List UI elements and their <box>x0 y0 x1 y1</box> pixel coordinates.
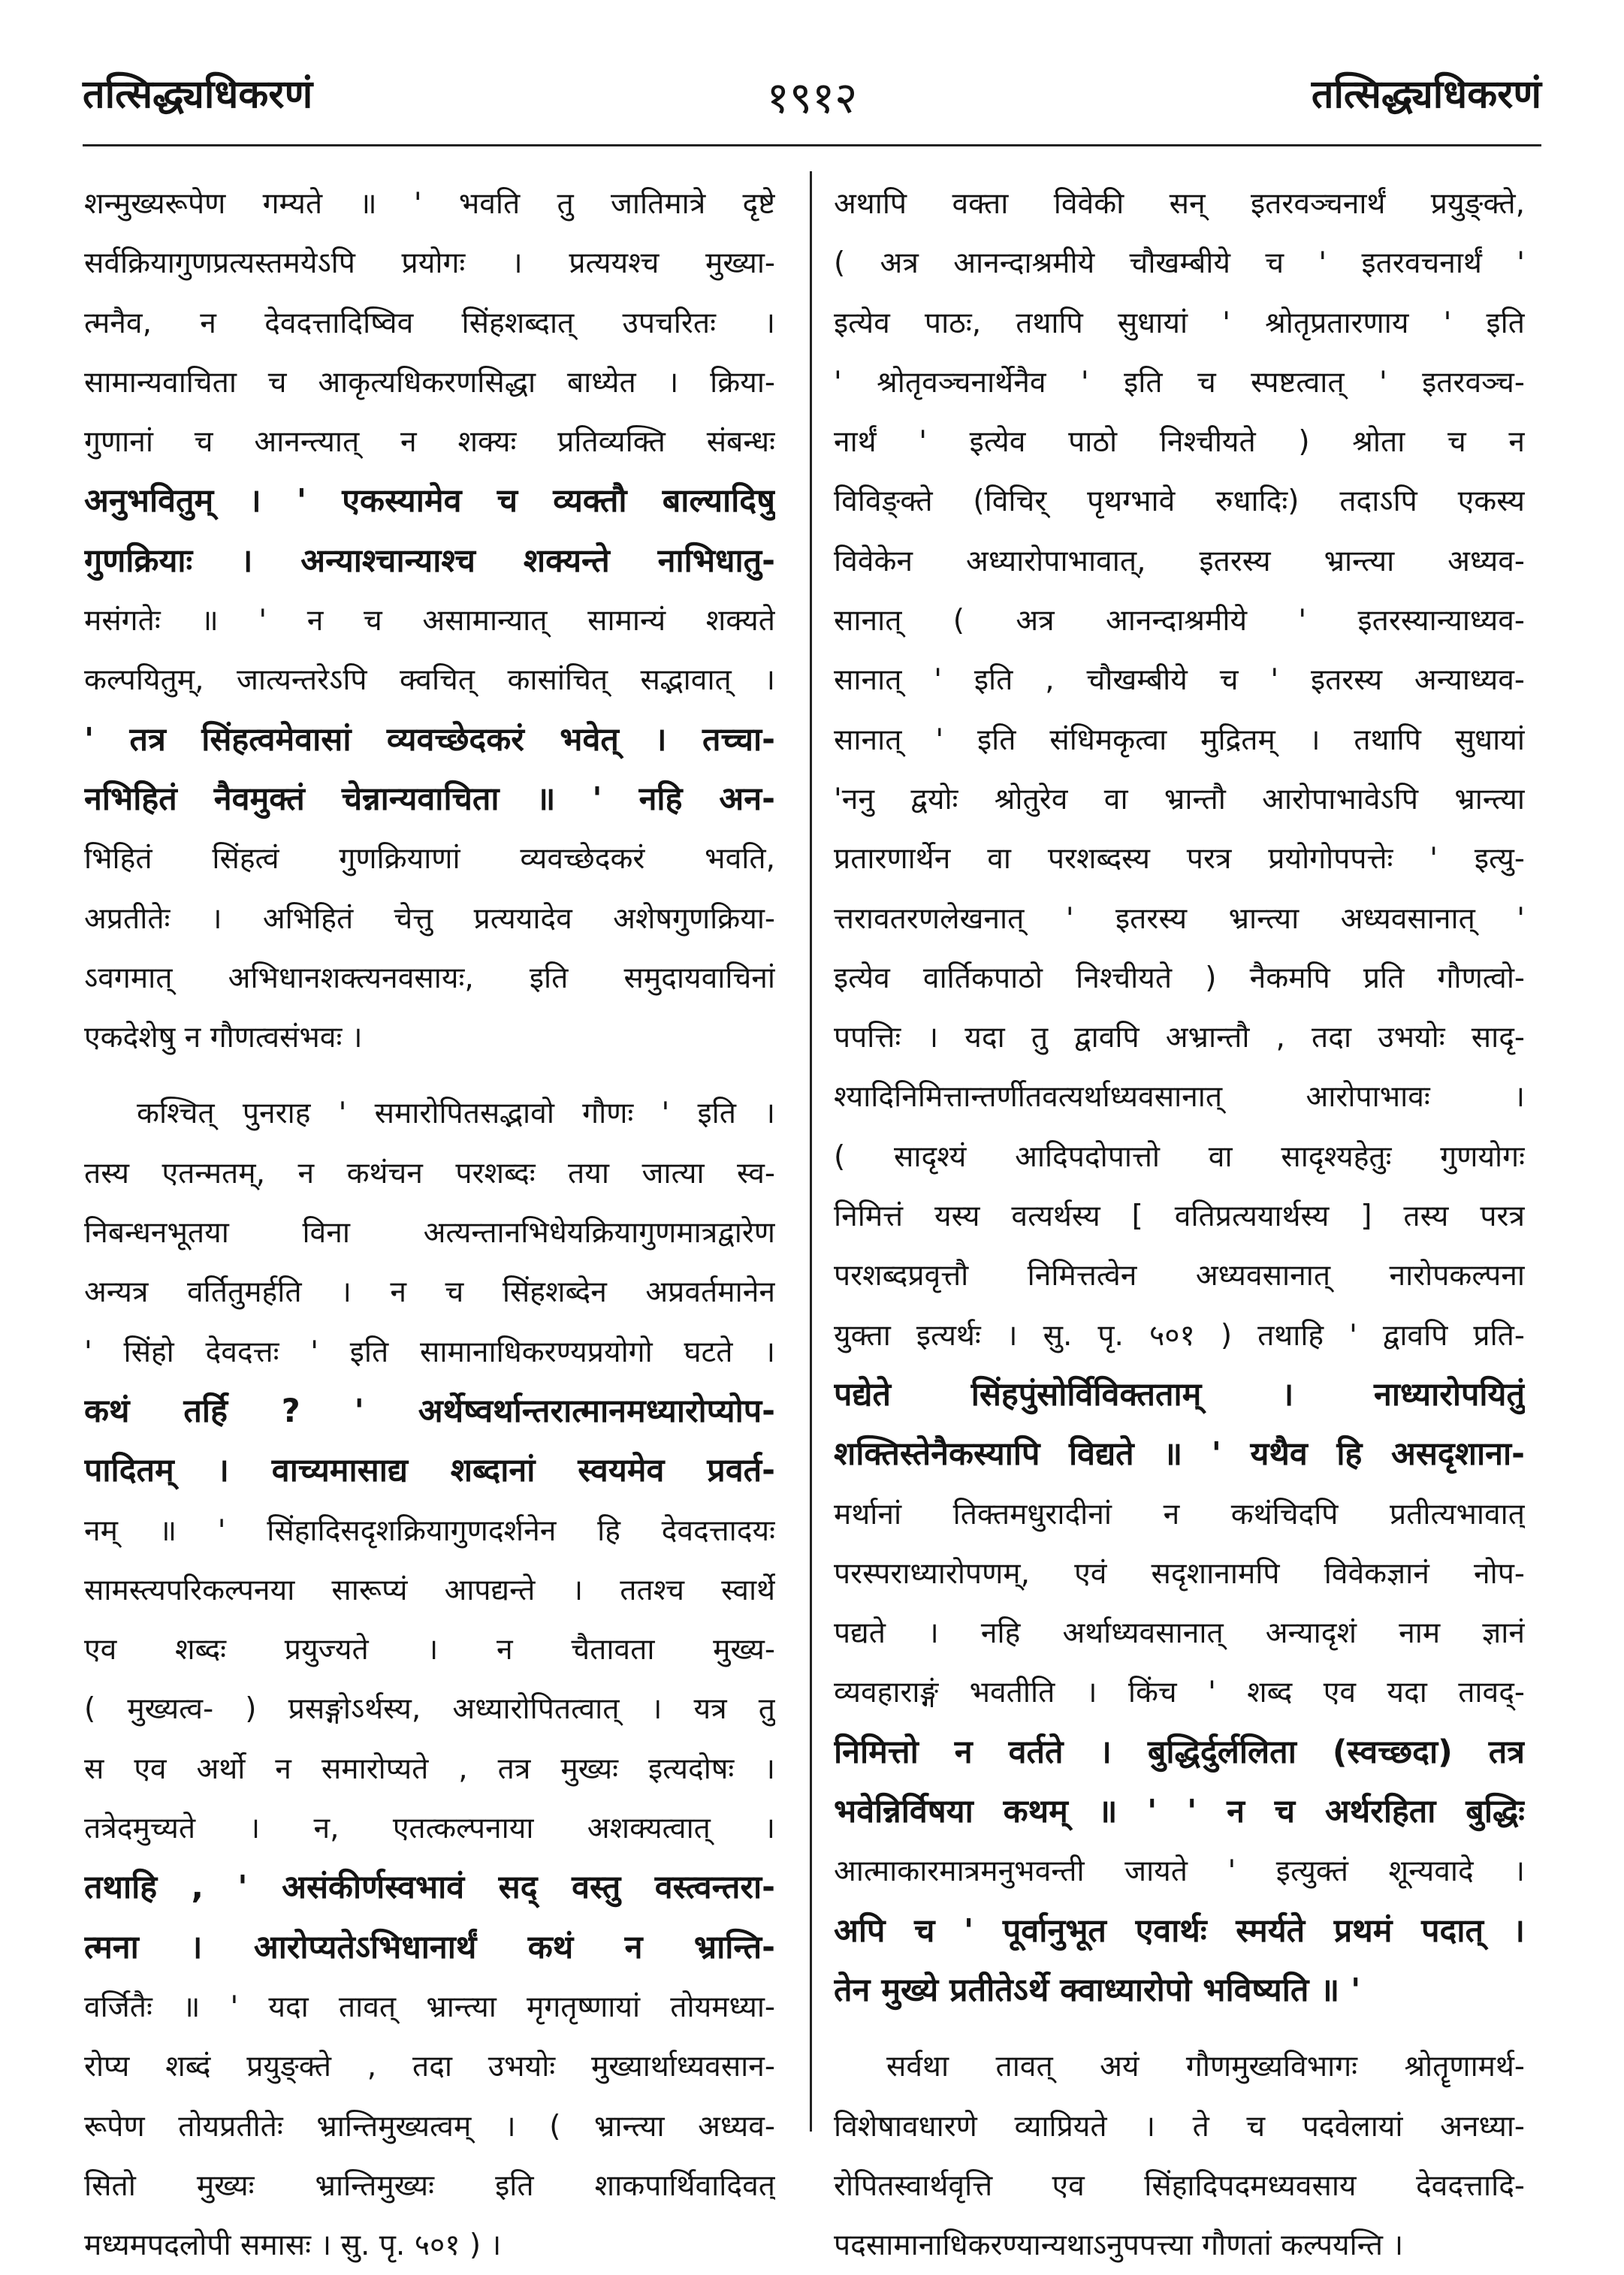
text-line: इत्येव पाठः, तथापि सुधायां ' श्रोतृप्रतारणाय ' इति <box>834 306 1525 340</box>
text-line: प्रतारणार्थेन वा परशब्दस्य परत्र प्रयोगोपपत्तेः ' इत्यु- <box>834 842 1525 877</box>
text-line: रूपेण तोयप्रतीतेः भ्रान्तिमुख्यत्वम् । ( भ्रान्त्या अध्यव- <box>84 2109 775 2144</box>
text-line: पद्येते सिंहपुंसोर्विविक्तताम् । नाध्यारोपयितुं <box>834 1375 1525 1414</box>
text-line: पद्यते । नहि अर्थाध्यवसानात् अन्यादृशं नाम ज्ञानं <box>834 1616 1525 1651</box>
text-line: निबन्धनभूतया विना अत्यन्तानभिधेयक्रियागुणमात्रद्वारेण <box>84 1216 775 1251</box>
text-line: ' श्रोतृवञ्चनार्थेनैव ' इति च स्पष्टत्वात् ' इतरवञ्च- <box>834 365 1525 400</box>
running-title-left: तत्सिद्ध्यधिकरणं <box>83 72 313 117</box>
text-line: तस्य एतन्मतम्, न कथंचन परशब्दः तया जात्या स्व- <box>84 1156 775 1190</box>
column-divider <box>810 171 812 2132</box>
text-line: भिहितं सिंहत्वं गुणक्रियाणां व्यवच्छेदकरं भवति, <box>84 842 775 877</box>
text-line: ' सिंहो देवदत्तः ' इति सामानाधिकरण्यप्रयोगो घटते । <box>84 1335 775 1369</box>
text-line: विविङ्क्ते (विचिर् पृथग्भावे रुधादिः) तदाऽपि एकस्य <box>834 484 1525 519</box>
text-line: सामान्यवाचिता च आकृत्यधिकरणसिद्धा बाध्येत । क्रिया- <box>84 365 775 400</box>
text-line: मसंगतेः ॥ ' न च असामान्यात् सामान्यं शक्यते <box>84 604 775 638</box>
text-line: परशब्दप्रवृत्तौ निमित्तत्वेन अध्यवसानात् नारोपकल्पना <box>834 1259 1525 1293</box>
text-line: अनुभवितुम् । ' एकस्यामेव च व्यक्तौ बाल्यादिषु <box>84 482 775 520</box>
text-line: ( अत्र आनन्दाश्रमीये चौखम्बीये च ' इतरवचनार्थं ' <box>834 246 1525 281</box>
text-line: विशेषावधारणे व्याप्रियते । ते च पदवेलायां अनध्या- <box>834 2109 1525 2144</box>
text-line: त्तरावतरणलेखनात् ' इतरस्य भ्रान्त्या अध्यवसानात् ' <box>834 901 1525 936</box>
text-line: निमित्तो न वर्तते । बुद्धिर्दुर्ललिता (स्वच्छदा) तत्र <box>834 1733 1525 1771</box>
page-number: १९१२ <box>766 72 858 123</box>
text-line: एव शब्दः प्रयुज्यते । न चैतावता मुख्य- <box>84 1633 775 1667</box>
text-line: वर्जितैः ॥ ' यदा तावत् भ्रान्त्या मृगतृष्णायां तोयमध्या- <box>84 1990 775 2024</box>
text-line: ऽवगमात् अभिधानशक्त्यनवसायः, इति समुदायवाचिनां <box>84 961 775 995</box>
text-line: तथाहि , ' असंकीर्णस्वभावं सद् वस्तु वस्त्वन्तरा- <box>84 1869 775 1907</box>
text-line: पदसामानाधिकरण्यान्यथाऽनुपपत्त्या गौणतां कल्पयन्ति । <box>834 2228 1404 2263</box>
text-line: नम् ॥ ' सिंहादिसदृशक्रियागुणदर्शनेन हि देवदत्तादयः <box>84 1513 775 1548</box>
text-line: कल्पयितुम्, जात्यन्तरेऽपि क्वचित् कासांचित् सद्भावात् । <box>84 663 775 698</box>
text-line: आत्माकारमात्रमनुभवन्ती जायते ' इत्युक्तं शून्यवादे । <box>834 1854 1525 1889</box>
text-line: 'ननु द्वयोः श्रोतुरेव वा भ्रान्तौ आरोपाभावेऽपि भ्रान्त्या <box>834 782 1525 816</box>
text-line: सानात् ' इति संधिमकृत्वा मुद्रितम् । तथापि सुधायां <box>834 723 1525 757</box>
text-line: एकदेशेषु न गौणत्वसंभवः । <box>84 1021 363 1055</box>
text-line: सर्वक्रियागुणप्रत्यस्तमयेऽपि प्रयोगः । प्रत्ययश्च मुख्या- <box>84 246 775 281</box>
text-line: त्मनैव, न देवदत्तादिष्विव सिंहशब्दात् उपचरितः । <box>84 306 775 340</box>
text-line: मध्यमपदलोपी समासः । सु. पृ. ५०१ ) । <box>84 2228 502 2263</box>
text-line: शक्तिस्तेनैकस्यापि विद्यते ॥ ' यथैव हि असदृशाना- <box>834 1435 1525 1474</box>
text-line: ( मुख्यत्व- ) प्रसङ्गोऽर्थस्य, अध्यारोपितत्वात् । यत्र तु <box>84 1692 775 1727</box>
text-line: पादितम् । वाच्यमासाद्य शब्दानां स्वयमेव प्रवर्त- <box>84 1452 775 1490</box>
text-line: ( सादृश्यं आदिपदोपात्तो वा सादृश्यहेतुः गुणयोगः <box>834 1139 1525 1174</box>
text-line: अन्यत्र वर्तितुमर्हति । न च सिंहशब्देन अप्रवर्तमानेन <box>84 1275 775 1310</box>
text-line: मर्थानां तिक्तमधुरादीनां न कथंचिदपि प्रतीत्यभावात् <box>834 1497 1525 1531</box>
text-line: रोप्य शब्दं प्रयुङ्क्ते , तदा उभयोः मुख्यार्थाध्यवसान- <box>84 2050 775 2084</box>
text-line: सितो मुख्यः भ्रान्तिमुख्यः इति शाकपार्थिवादिवत् <box>84 2168 775 2203</box>
text-line: इत्येव वार्तिकपाठो निश्चीयते ) नैकमपि प्रति गौणत्वो- <box>834 961 1525 995</box>
page-header <box>83 66 1541 141</box>
text-line: श्यादिनिमित्तान्तर्णीतवत्यर्थाध्यवसानात् आरोपाभावः । <box>834 1080 1525 1115</box>
text-line: निमित्तं यस्य वत्यर्थस्य [ वतिप्रत्ययार्थस्य ] तस्य परत्र <box>834 1199 1525 1234</box>
text-line: गुणक्रियाः । अन्याश्चान्याश्च शक्यन्ते नाभिधातु- <box>84 542 775 580</box>
text-line: विवेकेन अध्यारोपाभावात्, इतरस्य भ्रान्त्या अध्यव- <box>834 544 1525 578</box>
running-title-right: तत्सिद्ध्यधिकरणं <box>1311 72 1541 117</box>
text-line: सामस्त्यपरिकल्पनया सारूप्यं आपद्यन्ते । ततश्च स्वार्थे <box>84 1573 775 1607</box>
text-line: व्यवहाराङ्गं भवतीति । किंच ' शब्द एव यदा तावद्- <box>834 1676 1525 1710</box>
text-line: अथापि वक्ता विवेकी सन् इतरवञ्चनार्थं प्रयुङ्क्ते, <box>834 187 1525 221</box>
text-line: सर्वथा तावत् अयं गौणमुख्यविभागः श्रोतॄणामर्थ- <box>886 2050 1525 2084</box>
text-line: युक्ता इत्यर्थः । सु. पृ. ५०१ ) तथाहि ' द्वावपि प्रति- <box>834 1318 1525 1353</box>
text-line: अप्रतीतेः । अभिहितं चेत्तु प्रत्ययादेव अशेषगुणक्रिया- <box>84 901 775 936</box>
text-line: शन्मुख्यरूपेण गम्यते ॥ ' भवति तु जातिमात्रे दृष्टे <box>84 187 775 221</box>
right-column <box>834 174 1525 2275</box>
text-line: पपत्तिः । यदा तु द्वावपि अभ्रान्तौ , तदा उभयोः सादृ- <box>834 1021 1525 1055</box>
text-line: सानात् ( अत्र आनन्दाश्रमीये ' इतरस्यान्याध्यव- <box>834 604 1525 638</box>
header-rule <box>83 144 1541 146</box>
text-line: गुणानां च आनन्त्यात् न शक्यः प्रतिव्यक्ति संबन्धः <box>84 425 775 460</box>
text-line: भवेन्निर्विषया कथम् ॥ ' ' न च अर्थरहिता बुद्धिः <box>834 1793 1525 1831</box>
text-line: कथं तर्हि ? ' अर्थेष्वर्थान्तरात्मानमध्यारोप्योप- <box>84 1392 775 1430</box>
text-line: तत्रेदमुच्यते । न, एतत्कल्पनाया अशक्यत्वात् । <box>84 1812 775 1846</box>
text-line: सानात् ' इति , चौखम्बीये च ' इतरस्य अन्याध्यव- <box>834 663 1525 698</box>
left-column <box>84 174 775 2275</box>
text-line: रोपितस्वार्थवृत्ति एव सिंहादिपदमध्यवसाय देवदत्तादि- <box>834 2168 1525 2203</box>
text-line: नार्थं ' इत्येव पाठो निश्चीयते ) श्रोता च न <box>834 425 1525 460</box>
text-line: ' तत्र सिंहत्वमेवासां व्यवच्छेदकरं भवेत् । तच्चा- <box>84 720 775 759</box>
text-line: स एव अर्थो न समारोप्यते , तत्र मुख्यः इत्यदोषः । <box>84 1752 775 1786</box>
text-line: कश्चित् पुनराह ' समारोपितसद्भावो गौणः ' इति । <box>137 1097 775 1131</box>
text-line: नभिहितं नैवमुक्तं चेन्नान्यवाचिता ॥ ' नहि अन- <box>84 780 775 818</box>
text-line: त्मना । आरोप्यतेऽभिधानार्थं कथं न भ्रान्ति- <box>84 1928 775 1966</box>
text-line: परस्पराध्यारोपणम्, एवं सदृशानामपि विवेकज्ञानं नोप- <box>834 1556 1525 1591</box>
text-line: अपि च ' पूर्वानुभूत एवार्थः स्मर्यते प्रथमं पदात् । <box>834 1911 1525 1950</box>
text-line: तेन मुख्ये प्रतीतेऽर्थे क्वाध्यारोपो भविष्यति ॥ ' <box>834 1971 1361 2009</box>
